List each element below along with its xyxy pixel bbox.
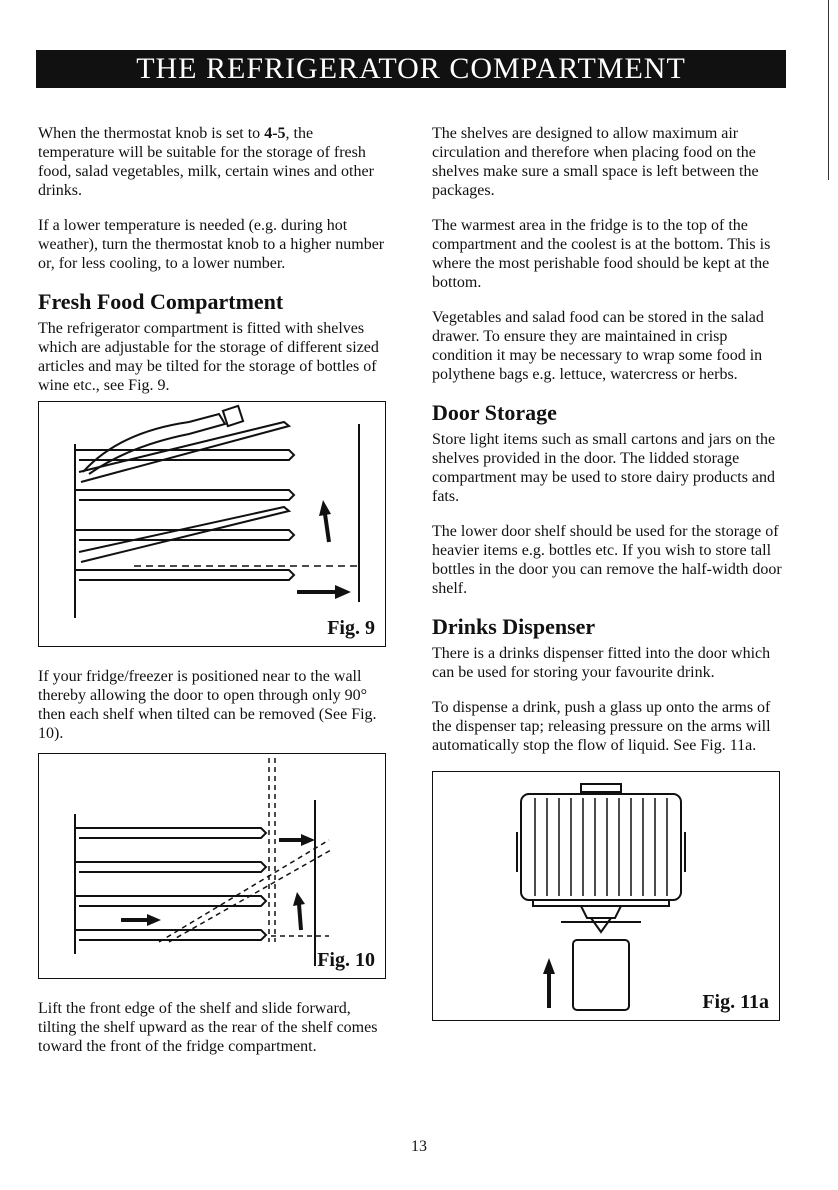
salad-drawer-paragraph: Vegetables and salad food can be stored in the salad drawer. To ensure they are maintained in crisp condition it may be necessary to wrap some food in polythene bags e.g. lettuce, watercress or herbs.: [432, 309, 764, 383]
dispense-instructions-paragraph: To dispense a drink, push a glass up onto the arms of the dispenser tap; releasing pressure on the arms will automatically stop the flow of liquid. See Fig. 11a.: [432, 699, 771, 754]
figure-10: [38, 753, 386, 979]
lift-shelf-paragraph: Lift the front edge of the shelf and slide forward, tilting the shelf upward as the rear of the shelf comes toward the front of the fridge compartment.: [38, 1000, 378, 1055]
door-storage-paragraph: Store light items such as small cartons and jars on the shelves provided in the door. The lidded storage compartment may be used to store dairy products and fats.: [432, 431, 776, 505]
wall-position-paragraph: If your fridge/freezer is positioned near to the wall thereby allowing the door to open through only 90° then each shelf when tilted can be removed (See Fig. 10).: [38, 668, 377, 742]
fresh-food-paragraph: The refrigerator compartment is fitted with shelves which are adjustable for the storage of different sized articles and may be tilted for the storage of bottles of wine etc., see Fig. 9.: [38, 320, 379, 394]
page-number: 13: [411, 1138, 427, 1155]
drinks-dispenser-paragraph: There is a drinks dispenser fitted into the door which can be used for storing your favourite drink.: [432, 645, 771, 681]
figure-9: [38, 401, 386, 647]
figure-11a-label: Fig. 11a: [702, 991, 769, 1013]
lower-door-shelf-paragraph: The lower door shelf should be used for the storage of heavier items e.g. bottles etc. If you wish to store tall bottles in the door you can remove the half-width door shelf.: [432, 523, 782, 597]
thermostat-paragraph: When the thermostat knob is set to 4-5, the temperature will be suitable for the storage of fresh food, salad vegetables, milk, certain wines and other drinks.: [38, 125, 374, 199]
page-edge-line: [828, 0, 829, 180]
shelf-tilt-illustration: [39, 402, 385, 646]
figure-9-label: Fig. 9: [327, 617, 375, 639]
drinks-dispenser-heading: Drinks Dispenser: [432, 614, 596, 639]
figure-10-label: Fig. 10: [317, 949, 375, 971]
right-column: [432, 124, 784, 1041]
fresh-food-heading: Fresh Food Compartment: [38, 289, 284, 314]
page-title: THE REFRIGERATOR COMPARTMENT: [36, 50, 786, 88]
door-storage-heading: Door Storage: [432, 400, 557, 425]
air-circulation-paragraph: The shelves are designed to allow maximum air circulation and therefore when placing food on the shelves make sure a small space is left between the packages.: [432, 125, 759, 199]
left-column: [38, 124, 390, 1072]
warmest-area-paragraph: The warmest area in the fridge is to the top of the compartment and the coolest is at the bottom. This is where the most perishable food should be kept at the bottom.: [432, 217, 771, 291]
shelf-removal-illustration: [39, 754, 385, 978]
drinks-dispenser-illustration: [433, 772, 779, 1020]
figure-11a: [432, 771, 780, 1021]
lower-temperature-paragraph: If a lower temperature is needed (e.g. during hot weather), turn the thermostat knob to a higher number or, for less cooling, to a lower number.: [38, 217, 385, 272]
